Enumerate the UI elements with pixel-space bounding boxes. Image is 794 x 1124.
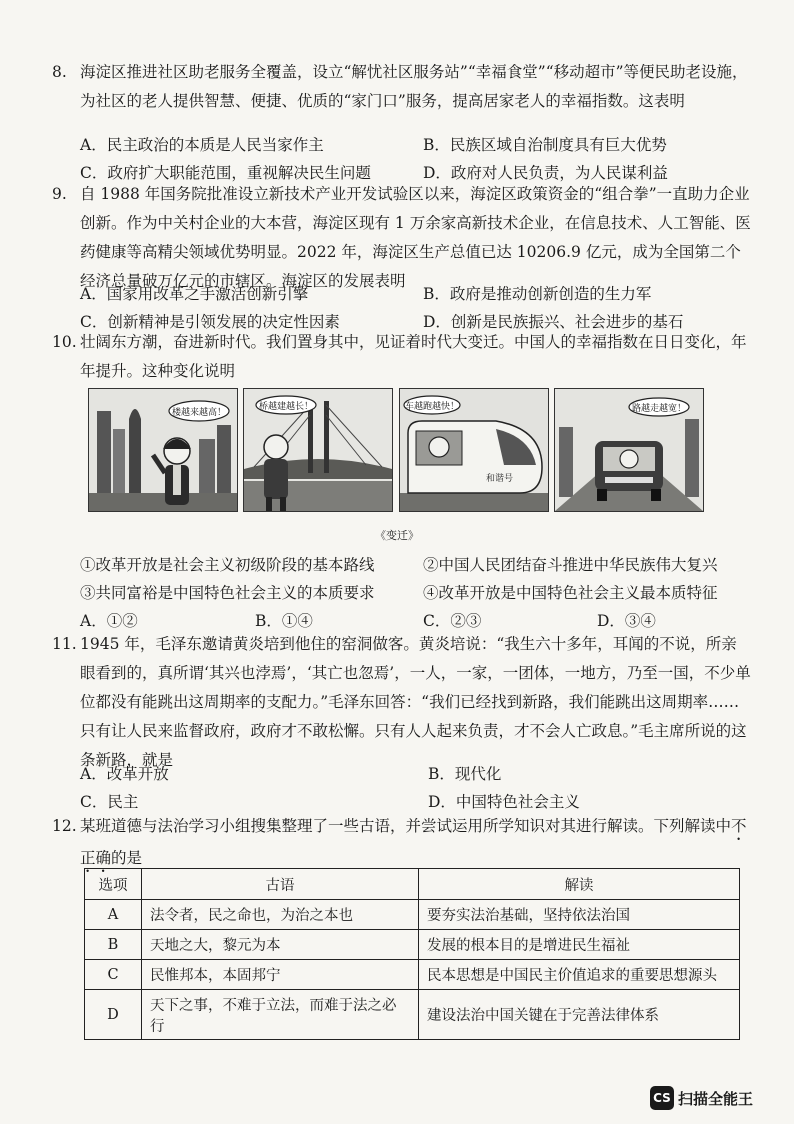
question-number: 8.	[52, 63, 67, 81]
car-illustration	[555, 389, 703, 511]
question-number: 9.	[52, 185, 67, 203]
question-number: 12.	[52, 817, 77, 835]
cell-option: D	[85, 990, 142, 1040]
cartoon-panel-car	[554, 388, 704, 512]
bridge-illustration	[244, 389, 392, 511]
option-a: A．①②	[80, 612, 138, 630]
question-8	[52, 58, 752, 116]
option-b: B．①④	[255, 612, 313, 630]
option-c: C．政府扩大职能范围，重视解决民生问题	[80, 164, 371, 182]
cell-saying: 法令者，民之命也，为治之本也	[142, 900, 419, 930]
header-saying: 古语	[142, 869, 419, 900]
cartoon-panel-train	[399, 388, 549, 512]
option-b: B．政府是推动创新创造的生力军	[423, 285, 652, 303]
speech-bubble-3: 车越跑越快！	[404, 402, 460, 412]
option-d: D．创新是民族振兴、社会进步的基石	[423, 313, 684, 331]
statement-2: ②中国人民团结奋斗推进中华民族伟大复兴	[423, 556, 718, 574]
statement-1: ①改革开放是社会主义初级阶段的基本路线	[80, 556, 375, 574]
cell-interpretation: 发展的根本目的是增进民生福祉	[419, 930, 740, 960]
cartoon-panel-bridge	[243, 388, 393, 512]
question-11	[52, 630, 752, 775]
buildings-illustration	[89, 389, 237, 511]
question-stem: 自 1988 年国务院批准设立新技术产业开发试验区以来，海淀区政策资金的“组合拳”一直助力企业创新。作为中关村企业的大本营，海淀区现有 1 万余家高新技术企业，在信息技术、人工智能、医药健康等高精尖领域优势明显。2022 年，海淀区生产总值已达 10206.9 亿元，成为全国第二个经济总量破万亿元的市辖区。海淀区的发展表明	[80, 185, 751, 290]
question-9	[52, 180, 752, 296]
speech-bubble-1: 楼越来越高！	[171, 408, 227, 418]
ancient-sayings-table	[84, 868, 740, 1040]
cell-saying: 民惟邦本，本固邦宁	[142, 960, 419, 990]
option-d: D．③④	[597, 612, 656, 630]
table-row	[85, 960, 740, 990]
table-header-row	[85, 869, 740, 900]
question-10-statements	[80, 553, 752, 637]
option-d: D．政府对人民负责，为人民谋利益	[423, 164, 668, 182]
option-c: C．②③	[423, 612, 482, 630]
option-d: D．中国特色社会主义	[428, 793, 580, 811]
question-number: 10.	[52, 333, 77, 351]
statement-4: ④改革开放是中国特色社会主义最本质特征	[423, 584, 718, 602]
header-option: 选项	[85, 869, 142, 900]
question-10	[52, 328, 752, 386]
question-12	[52, 812, 752, 876]
option-a: A．改革开放	[80, 765, 169, 783]
stem-part: 的是	[111, 849, 143, 867]
question-number: 11.	[52, 635, 77, 653]
cartoon-panel-buildings	[88, 388, 238, 512]
cell-interpretation: 民本思想是中国民主价值追求的重要思想源头	[419, 960, 740, 990]
option-c: C．创新精神是引领发展的决定性因素	[80, 313, 340, 331]
question-stem: 海淀区推进社区助老服务全覆盖，设立“解忧社区服务站”“幸福食堂”“移动超市”等便民助老设施，为社区的老人提供智慧、便捷、优质的“家门口”服务，提高居家老人的幸福指数。这表明	[80, 63, 748, 110]
cell-saying: 天下之事，不难于立法，而难于法之必行	[142, 990, 419, 1040]
table-row	[85, 930, 740, 960]
speech-bubble-4: 路越走越宽！	[631, 404, 687, 414]
cell-option: C	[85, 960, 142, 990]
option-a: A．国家用改革之手激活创新引擎	[80, 285, 309, 303]
train-label: 和谐号	[486, 474, 514, 484]
option-a: A．民主政治的本质是人民当家作主	[80, 136, 324, 154]
question-stem: 1945 年，毛泽东邀请黄炎培到他住的窑洞做客。黄炎培说：“我生六十多年，耳闻的不说，所亲眼看到的，真所谓‘其兴也浡焉’，‘其亡也忽焉’，一人，一家，一团体，一地方，乃至一国，不少单位都没有能跳出这周期率的支配力。”毛泽东回答：“我们已经找到新路，我们能跳出这周期率……只有让人民来监督政府，政府才不敢松懈。只有人人起来负责，才不会人亡政息。”毛主席所说的这条新路，就是	[80, 635, 751, 769]
cartoon-strip	[88, 388, 702, 510]
header-interpretation: 解读	[419, 869, 740, 900]
emphasized-word: 不正确	[80, 817, 747, 867]
option-b: B．现代化	[428, 765, 502, 783]
cell-saying: 天地之大，黎元为本	[142, 930, 419, 960]
question-stem: 壮阔东方潮，奋进新时代。我们置身其中，见证着时代大变迁。中国人的幸福指数在日日变化，年年提升。这种变化说明	[80, 333, 747, 380]
app-name: 扫描全能王	[678, 1089, 754, 1108]
scanner-watermark	[650, 1085, 753, 1111]
cartoon-caption: 《变迁》	[375, 529, 419, 542]
cell-option: B	[85, 930, 142, 960]
stem-part: 某班道德与法治学习小组搜集整理了一些古语，并尝试运用所学知识对其进行解读。下列解读中	[80, 817, 732, 835]
option-b: B．民族区域自治制度具有巨大优势	[423, 136, 667, 154]
question-stem	[80, 812, 752, 876]
table-row	[85, 900, 740, 930]
camscanner-logo-icon: CS	[650, 1086, 674, 1110]
cell-interpretation: 要夯实法治基础，坚持依法治国	[419, 900, 740, 930]
question-11-options	[80, 762, 752, 818]
option-c: C．民主	[80, 793, 139, 811]
train-illustration	[400, 389, 548, 511]
cell-interpretation: 建设法治中国关键在于完善法律体系	[419, 990, 740, 1040]
cell-option: A	[85, 900, 142, 930]
statement-3: ③共同富裕是中国特色社会主义的本质要求	[80, 584, 375, 602]
speech-bubble-2: 桥越建越长！	[258, 402, 314, 412]
table-row	[85, 990, 740, 1040]
